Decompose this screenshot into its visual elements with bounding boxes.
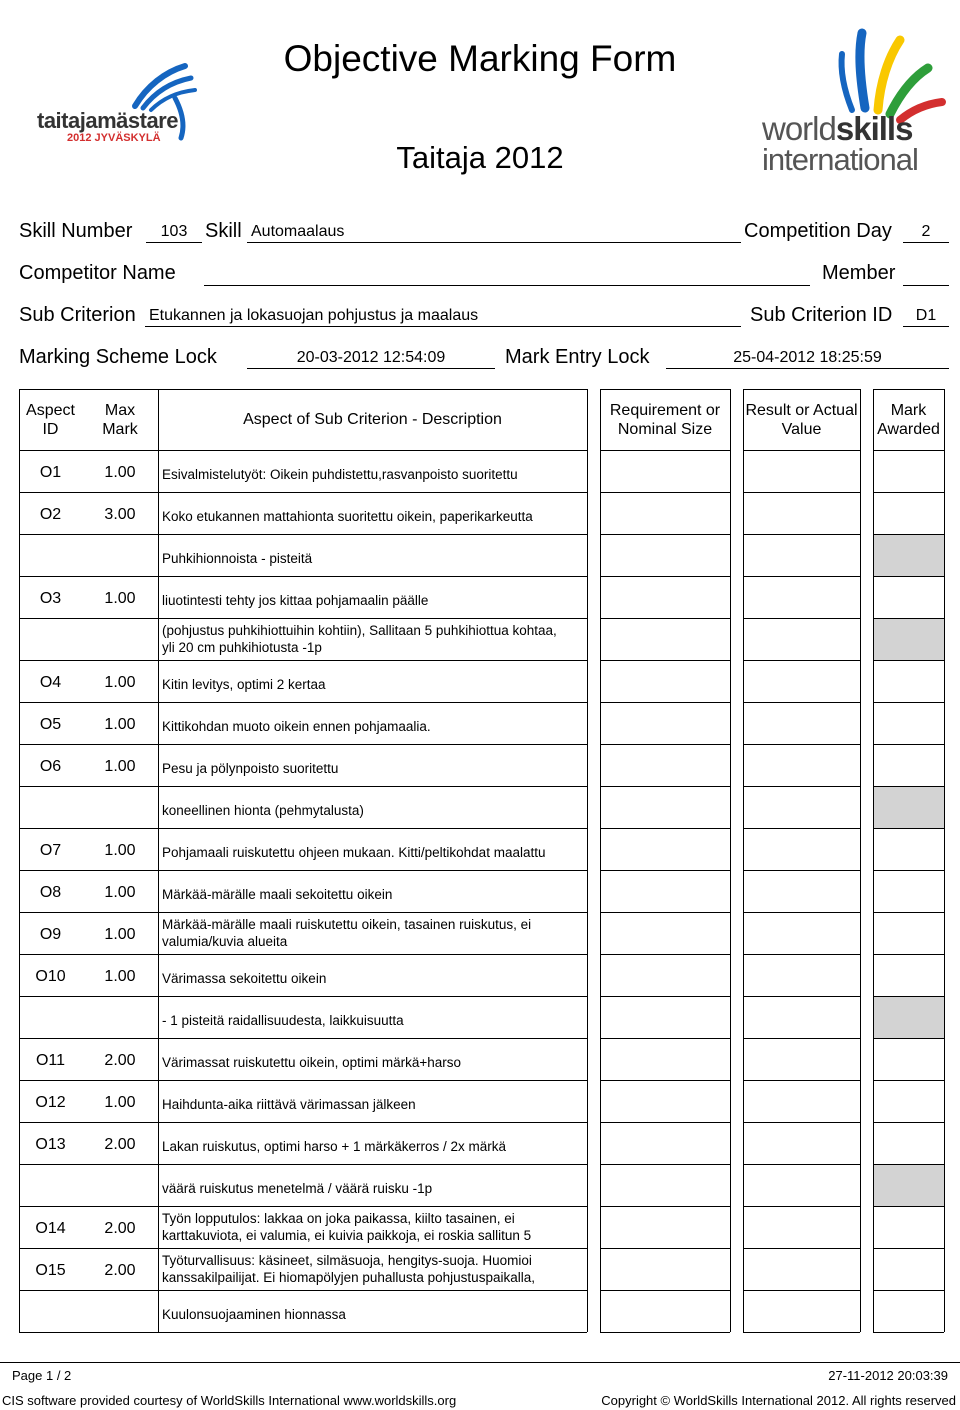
description-line: Märkää-märälle maali ruiskutettu oikein, tasainen ruiskutus, ei: [162, 917, 532, 932]
mark-awarded-cell[interactable]: [874, 1039, 944, 1080]
marking-scheme-lock-label: Marking Scheme Lock: [19, 346, 217, 368]
aspect-id: O6: [39, 758, 62, 775]
sub-criterion-id-label: Sub Criterion ID: [750, 304, 893, 326]
skill-number-field[interactable]: 103: [146, 223, 202, 243]
description-line: Esivalmistelutyöt: Oikein puhdistettu,rasvanpoisto suoritettu: [162, 467, 518, 482]
print-timestamp: 27-11-2012 20:03:39: [828, 1368, 948, 1383]
requirement-cell[interactable]: [601, 619, 729, 660]
max-mark: 1.00: [104, 464, 136, 481]
competition-day-field[interactable]: 2: [903, 223, 949, 243]
aspect-id: O14: [35, 1220, 66, 1237]
sub-criterion-field[interactable]: Etukannen ja lokasuojan pohjustus ja maalaus: [145, 307, 741, 327]
requirement-cell[interactable]: [601, 1207, 729, 1248]
aspect-description: [162, 592, 582, 609]
table-row: [0, 996, 960, 1038]
mark-awarded-cell[interactable]: [874, 1081, 944, 1122]
table-row: [0, 576, 960, 618]
marking-scheme-lock-field[interactable]: 20-03-2012 12:54:09: [247, 349, 495, 369]
aspect-description: [162, 622, 582, 656]
description-line: Kittikohdan muoto oikein ennen pohjamaalia.: [162, 719, 431, 734]
column-header-aspect-id: [19, 389, 82, 450]
worldskills-logo-skills: skills: [835, 110, 913, 147]
requirement-cell[interactable]: [601, 661, 729, 702]
competition-day-label: Competition Day: [744, 220, 892, 242]
aspect-description: [162, 916, 582, 950]
requirement-cell[interactable]: [601, 913, 729, 954]
result-cell[interactable]: [744, 661, 859, 702]
aspect-id: O9: [39, 926, 62, 943]
column-header-line: Aspect: [26, 401, 75, 419]
aspect-id: O7: [39, 842, 62, 859]
table-row: [0, 1248, 960, 1290]
mark-awarded-cell[interactable]: [874, 703, 944, 744]
max-mark: 2.00: [104, 1052, 136, 1069]
column-header-line: Aspect of Sub Criterion - Description: [243, 411, 502, 428]
worldskills-logo-line2: international: [762, 142, 918, 177]
aspect-id: O1: [39, 464, 62, 481]
description-line: väärä ruiskutus menetelmä / väärä ruisku -1p: [162, 1181, 433, 1196]
requirement-cell[interactable]: [601, 1291, 729, 1332]
requirement-cell[interactable]: [601, 703, 729, 744]
column-header-line: Requirement or: [609, 401, 721, 419]
table-row: [0, 1164, 960, 1206]
max-mark: 1.00: [104, 968, 136, 985]
table-row: [0, 954, 960, 996]
requirement-cell[interactable]: [601, 535, 729, 576]
requirement-cell[interactable]: [601, 787, 729, 828]
result-cell[interactable]: [744, 1081, 859, 1122]
column-header-awarded: [873, 389, 944, 450]
worldskills-logo-world: world: [762, 110, 836, 147]
aspect-id: O12: [35, 1094, 66, 1111]
result-cell[interactable]: [744, 619, 859, 660]
result-cell[interactable]: [744, 997, 859, 1038]
aspect-id: O13: [35, 1136, 66, 1153]
table-header-right-border: [860, 389, 861, 450]
requirement-cell[interactable]: [601, 1165, 729, 1206]
aspect-id: O2: [39, 506, 62, 523]
mark-awarded-cell-disabled: [874, 535, 944, 576]
result-cell[interactable]: [744, 955, 859, 996]
description-line: - 1 pisteitä raidallisuudesta, laikkuisuutta: [162, 1013, 404, 1028]
requirement-cell[interactable]: [601, 1081, 729, 1122]
description-line: koneellinen hionta (pehmytalusta): [162, 803, 364, 818]
result-cell[interactable]: [744, 1123, 859, 1164]
column-header-requirement: [600, 389, 730, 450]
mark-awarded-cell[interactable]: [874, 1207, 944, 1248]
description-line: Koko etukannen mattahionta suoritettu oikein, paperikarkeutta: [162, 509, 533, 524]
column-header-line: Max: [104, 401, 136, 419]
aspect-description: [162, 1054, 582, 1071]
requirement-cell[interactable]: [601, 1123, 729, 1164]
description-line: yli 20 cm puhkihiotusta -1p: [162, 640, 322, 655]
table-row: [0, 1122, 960, 1164]
table-row: [0, 660, 960, 702]
result-cell[interactable]: [744, 577, 859, 618]
mark-awarded-cell-disabled: [874, 997, 944, 1038]
max-mark: 1.00: [104, 758, 136, 775]
table-header-right-border: [730, 389, 731, 450]
mark-awarded-cell[interactable]: [874, 1249, 944, 1290]
aspect-description: [162, 760, 582, 777]
description-line: (pohjustus puhkihiottuihin kohtiin), Sallitaan 5 puhkihiottua kohtaa,: [162, 623, 557, 638]
description-line: Kuulonsuojaaminen hionnassa: [162, 1307, 346, 1322]
requirement-cell[interactable]: [601, 829, 729, 870]
mark-awarded-cell-disabled: [874, 619, 944, 660]
mark-awarded-cell-disabled: [874, 787, 944, 828]
table-row: [0, 828, 960, 870]
mark-awarded-cell[interactable]: [874, 871, 944, 912]
column-header-line: Nominal Size: [617, 420, 713, 438]
skill-label: Skill: [205, 220, 242, 242]
table-row: [0, 1038, 960, 1080]
table-header-right-border: [587, 389, 588, 450]
result-cell[interactable]: [744, 913, 859, 954]
table-row: [0, 450, 960, 492]
aspect-description: [162, 1252, 582, 1286]
aspect-description: [162, 1306, 582, 1323]
column-header-line: Result or Actual: [745, 401, 858, 419]
description-line: Puhkihionnoista - pisteitä: [162, 551, 313, 566]
mark-awarded-cell[interactable]: [874, 661, 944, 702]
description-line: Lakan ruiskutus, optimi harso + 1 märkäkerros / 2x märkä: [162, 1139, 507, 1154]
max-mark: 1.00: [104, 674, 136, 691]
result-cell[interactable]: [744, 493, 859, 534]
requirement-cell[interactable]: [601, 1249, 729, 1290]
aspect-description: [162, 1096, 582, 1113]
description-line: Värimassa sekoitettu oikein: [162, 971, 327, 986]
column-header-max-mark: [82, 389, 158, 450]
competitor-name-label: Competitor Name: [19, 262, 176, 284]
table-row: [0, 786, 960, 828]
description-line: liuotintesti tehty jos kittaa pohjamaalin päälle: [162, 593, 429, 608]
requirement-cell[interactable]: [601, 451, 729, 492]
taitaja-logo-subtext: 2012 JYVÄSKYLÄ: [67, 132, 161, 144]
description-line: Märkää-märälle maali sekoitettu oikein: [162, 887, 393, 902]
table-row: [0, 618, 960, 660]
description-line: Kitin levitys, optimi 2 kertaa: [162, 677, 326, 692]
description-line: karttakuviota, ei valumia, ei kuivia paikkoja, ei roskia sallitun 5: [162, 1228, 532, 1243]
requirement-cell[interactable]: [601, 871, 729, 912]
aspect-description: [162, 550, 582, 567]
description-line: valumia/kuvia alueita: [162, 934, 288, 949]
aspect-description: [162, 970, 582, 987]
requirement-cell[interactable]: [601, 955, 729, 996]
description-line: kanssakilpailijat. Ei hiomapölyjen puhallusta pohjustuspaikalla,: [162, 1270, 535, 1285]
column-header-line: Mark: [102, 420, 138, 438]
aspect-description: [162, 844, 582, 861]
mark-entry-lock-field[interactable]: 25-04-2012 18:25:59: [666, 349, 949, 369]
table-bottom-border: [743, 1332, 860, 1333]
footer-divider: [0, 1362, 960, 1363]
column-header-line: Mark: [890, 401, 927, 419]
table-bottom-border: [19, 1332, 158, 1333]
software-credit: CIS software provided courtesy of WorldSkills International www.worldskills.org: [2, 1393, 457, 1408]
table-row: [0, 1290, 960, 1332]
aspect-description: [162, 1180, 582, 1197]
table-row: [0, 870, 960, 912]
max-mark: 2.00: [104, 1262, 136, 1279]
requirement-cell[interactable]: [601, 997, 729, 1038]
table-row: [0, 1080, 960, 1122]
result-cell[interactable]: [744, 871, 859, 912]
page-number: Page 1 / 2: [12, 1368, 72, 1383]
mark-awarded-cell[interactable]: [874, 1291, 944, 1332]
table-row: [0, 744, 960, 786]
max-mark: 1.00: [104, 842, 136, 859]
max-mark: 1.00: [104, 926, 136, 943]
aspect-id: O15: [35, 1262, 66, 1279]
table-row: [0, 702, 960, 744]
mark-awarded-cell[interactable]: [874, 1123, 944, 1164]
table-bottom-border: [873, 1332, 944, 1333]
page-subtitle: Taitaja 2012: [396, 140, 564, 175]
aspect-description: [162, 466, 582, 483]
description-line: Pesu ja pölynpoisto suoritettu: [162, 761, 339, 776]
result-cell[interactable]: [744, 1207, 859, 1248]
requirement-cell[interactable]: [601, 745, 729, 786]
skill-number-label: Skill Number: [19, 220, 133, 242]
table-row: [0, 912, 960, 954]
table-row: [0, 492, 960, 534]
description-line: Haihdunta-aika riittävä värimassan jälkeen: [162, 1097, 416, 1112]
aspect-description: [162, 1138, 582, 1155]
column-header-line: ID: [42, 420, 59, 438]
max-mark: 1.00: [104, 884, 136, 901]
table-bottom-border: [600, 1332, 730, 1333]
mark-awarded-cell[interactable]: [874, 451, 944, 492]
result-cell[interactable]: [744, 1249, 859, 1290]
mark-awarded-cell[interactable]: [874, 829, 944, 870]
aspect-description: [162, 886, 582, 903]
table-row: [0, 1206, 960, 1248]
mark-awarded-cell[interactable]: [874, 745, 944, 786]
page-title: Objective Marking Form: [283, 38, 677, 79]
column-header-line: Awarded: [877, 420, 940, 438]
result-cell[interactable]: [744, 703, 859, 744]
mark-awarded-cell-disabled: [874, 1165, 944, 1206]
result-cell[interactable]: [744, 745, 859, 786]
aspect-description: [162, 718, 582, 735]
aspect-description: [162, 1012, 582, 1029]
aspect-id: O5: [39, 716, 62, 733]
aspect-id: O3: [39, 590, 62, 607]
taitaja-logo-text: taitajamästare: [37, 108, 178, 133]
max-mark: 1.00: [104, 590, 136, 607]
table-header-right-border: [944, 389, 945, 450]
description-line: Värimassat ruiskutettu oikein, optimi märkä+harso: [162, 1055, 461, 1070]
description-line: Työturvallisuus: käsineet, silmäsuoja, hengitys-suoja. Huomioi: [162, 1253, 532, 1268]
aspect-description: [162, 802, 582, 819]
requirement-cell[interactable]: [601, 1039, 729, 1080]
aspect-id: O11: [35, 1052, 66, 1069]
column-header-result: [743, 389, 860, 450]
result-cell[interactable]: [744, 451, 859, 492]
max-mark: 2.00: [104, 1136, 136, 1153]
result-cell[interactable]: [744, 535, 859, 576]
table-bottom-border: [158, 1332, 587, 1333]
result-cell[interactable]: [744, 829, 859, 870]
sub-criterion-label: Sub Criterion: [19, 304, 136, 326]
max-mark: 1.00: [104, 1094, 136, 1111]
sub-criterion-id-field[interactable]: D1: [903, 307, 949, 327]
result-cell[interactable]: [744, 1291, 859, 1332]
max-mark: 2.00: [104, 1220, 136, 1237]
mark-entry-lock-label: Mark Entry Lock: [505, 346, 650, 368]
max-mark: 1.00: [104, 716, 136, 733]
requirement-cell[interactable]: [601, 577, 729, 618]
column-header-description: [158, 389, 587, 450]
aspect-description: [162, 676, 582, 693]
mark-awarded-cell[interactable]: [874, 955, 944, 996]
max-mark: 3.00: [104, 506, 136, 523]
aspect-id: O8: [39, 884, 62, 901]
member-label: Member: [822, 262, 896, 284]
skill-field[interactable]: Automaalaus: [247, 223, 741, 243]
column-header-line: Value: [781, 420, 822, 438]
result-cell[interactable]: [744, 787, 859, 828]
aspect-id: O10: [35, 968, 66, 985]
mark-awarded-cell[interactable]: [874, 577, 944, 618]
copyright-notice: Copyright © WorldSkills International 2012. All rights reserved: [601, 1393, 956, 1408]
aspect-description: [162, 508, 582, 525]
mark-awarded-cell[interactable]: [874, 493, 944, 534]
result-cell[interactable]: [744, 1039, 859, 1080]
description-line: Työn lopputulos: lakkaa on joka paikassa, kiilto tasainen, ei: [162, 1211, 515, 1226]
description-line: Pohjamaali ruiskutettu ohjeen mukaan. Kitti/peltikohdat maalattu: [162, 845, 546, 860]
requirement-cell[interactable]: [601, 493, 729, 534]
result-cell[interactable]: [744, 1165, 859, 1206]
aspect-description: [162, 1210, 582, 1244]
aspect-id: O4: [39, 674, 62, 691]
mark-awarded-cell[interactable]: [874, 913, 944, 954]
table-row: [0, 534, 960, 576]
